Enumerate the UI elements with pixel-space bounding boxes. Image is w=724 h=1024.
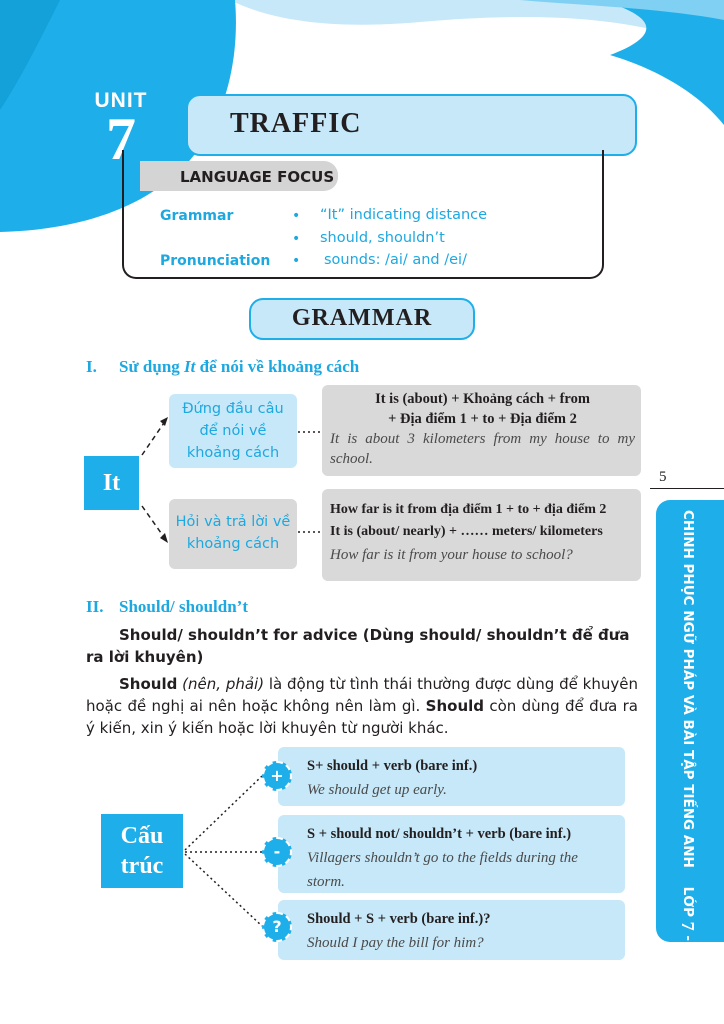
- formula-1-example: It is about 3 kilometers from my house to my school.: [330, 431, 635, 467]
- rule-question: [278, 900, 625, 960]
- unit-label: UNIT: [94, 89, 148, 112]
- question-label: Hỏi và trả lời về khoảng cách: [175, 514, 291, 552]
- question-label-box: [169, 499, 297, 569]
- unit-number: 7: [106, 106, 136, 172]
- grammar-item: should, shouldn’t: [320, 230, 445, 246]
- minus-icon: -: [262, 837, 292, 867]
- formula-2-line-1: How far is it from địa điểm 1 + to + địa điểm 2: [330, 502, 607, 517]
- formula-box-2: [322, 489, 641, 581]
- grammar-item: “It” indicating distance: [320, 207, 488, 223]
- bullet: •: [292, 253, 301, 269]
- section-1-title: Sử dụng It để nói về khoảng cách: [119, 357, 360, 376]
- rule-negative: [278, 815, 625, 893]
- rule-formula: S + should not/ shouldn’t + verb (bare inf.): [307, 826, 572, 842]
- structure-label-box: [101, 814, 183, 888]
- section-1-number: I.: [86, 357, 97, 376]
- pronunciation-label: Pronunciation: [160, 253, 271, 269]
- formula-2-line-2: It is (about/ nearly) + …… meters/ kilometers: [330, 524, 603, 539]
- structure-label-line-2: trúc: [120, 853, 164, 879]
- section-2-title: Should/ shouldn’t: [119, 597, 248, 616]
- rule-example: We should get up early.: [307, 782, 447, 798]
- rule-affirmative: [278, 747, 625, 806]
- pronunciation-item: sounds: /ai/ and /ei/: [324, 252, 467, 268]
- page-divider: [650, 488, 724, 489]
- rule-formula: S+ should + verb (bare inf.): [307, 758, 478, 774]
- bullet: •: [292, 231, 301, 247]
- unit-title: TRAFFIC: [230, 108, 362, 139]
- grammar-heading: GRAMMAR: [291, 305, 433, 331]
- plus-icon: +: [262, 761, 292, 791]
- language-focus-heading: LANGUAGE FOCUS: [180, 168, 335, 186]
- section-2-subheading: Should/ shouldn’t for advice (Dùng should/ shouldn’t để đưa ra lời khuyên): [86, 626, 630, 666]
- section-2-number: II.: [86, 597, 104, 616]
- bullet: •: [292, 208, 301, 224]
- position-label: Đứng đầu câu để nói về khoảng cách: [169, 394, 297, 468]
- it-label-box: It: [84, 456, 139, 510]
- should-paragraph: Should (nên, phải) là động từ tình thái thường được dùng để khuyên hoặc đề nghị ai nên hoặc không nên làm gì. Should còn dùng để đưa ra ý kiến, xin ý kiến hoặc lời khuyên từ người khác.: [86, 675, 638, 737]
- rule-example: Villagers shouldn’t go to the fields during the storm.: [307, 850, 578, 890]
- question-icon: ?: [262, 912, 292, 942]
- page-number: 5: [659, 469, 667, 485]
- formula-2-example: How far is it from your house to school?: [330, 547, 573, 563]
- grammar-label: Grammar: [160, 208, 234, 224]
- rule-example: Should I pay the bill for him?: [307, 935, 484, 951]
- formula-box-1: [322, 385, 641, 476]
- structure-label-line-1: Cấu: [120, 823, 164, 849]
- formula-1-line-2: + Địa điểm 1 + to + Địa điểm 2: [388, 411, 577, 427]
- side-book-title: CHINH PHỤC NGỮ PHÁP VÀ BÀI TẬP TIẾNG ANH LỚP 7 - TẬP 2: [678, 510, 698, 990]
- rule-formula: Should + S + verb (bare inf.)?: [307, 911, 491, 927]
- formula-1-line-1: It is (about) + Khoảng cách + from: [375, 391, 590, 407]
